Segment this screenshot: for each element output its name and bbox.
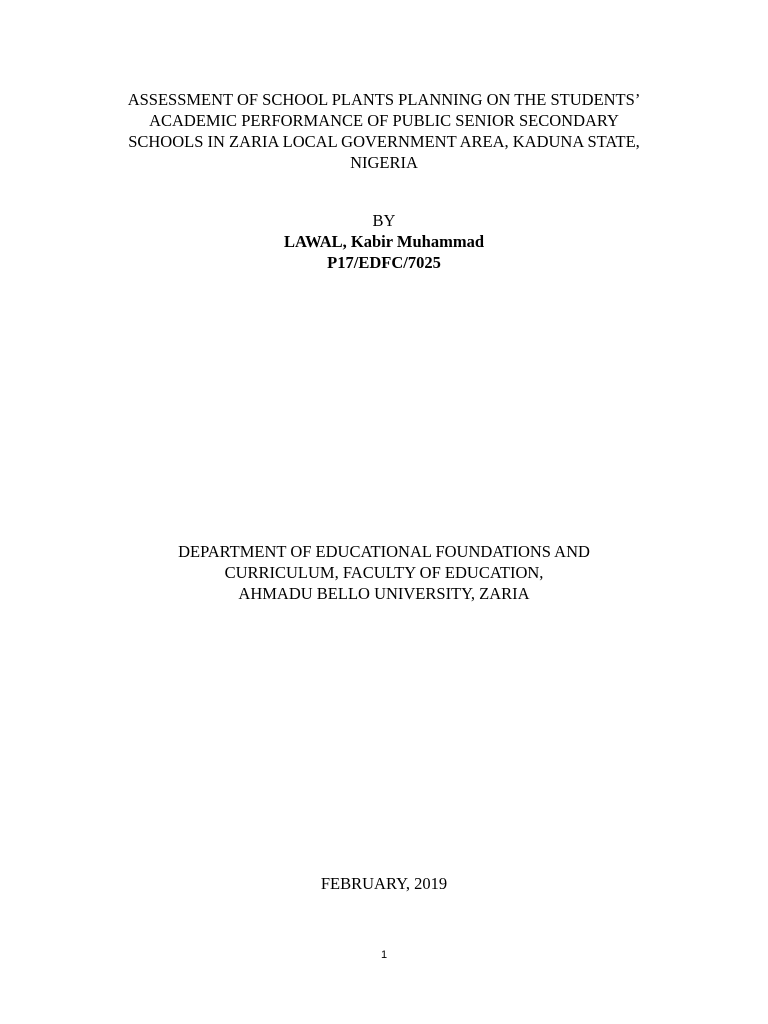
- submission-date: [0, 873, 768, 894]
- date-text: FEBRUARY, 2019: [320, 874, 448, 893]
- title-line-1: ASSESSMENT OF SCHOOL PLANTS PLANNING ON THE STUDENTS’: [127, 90, 641, 109]
- author-block: [0, 210, 768, 273]
- page-number: 1: [380, 949, 388, 961]
- department-line-2: CURRICULUM, FACULTY OF EDUCATION,: [224, 563, 544, 582]
- thesis-title: [0, 89, 768, 173]
- author-name: LAWAL, Kabir Muhammad: [283, 232, 485, 251]
- department-block: [0, 541, 768, 604]
- registration-number: P17/EDFC/7025: [327, 253, 441, 272]
- department-line-3: AHMADU BELLO UNIVERSITY, ZARIA: [238, 584, 530, 603]
- title-line-2: ACADEMIC PERFORMANCE OF PUBLIC SENIOR SECONDARY: [149, 111, 619, 130]
- by-label: BY: [372, 211, 396, 230]
- title-line-4: NIGERIA: [350, 153, 418, 172]
- department-line-1: DEPARTMENT OF EDUCATIONAL FOUNDATIONS AND: [178, 542, 590, 561]
- title-line-3: SCHOOLS IN ZARIA LOCAL GOVERNMENT AREA, KADUNA STATE,: [128, 132, 640, 151]
